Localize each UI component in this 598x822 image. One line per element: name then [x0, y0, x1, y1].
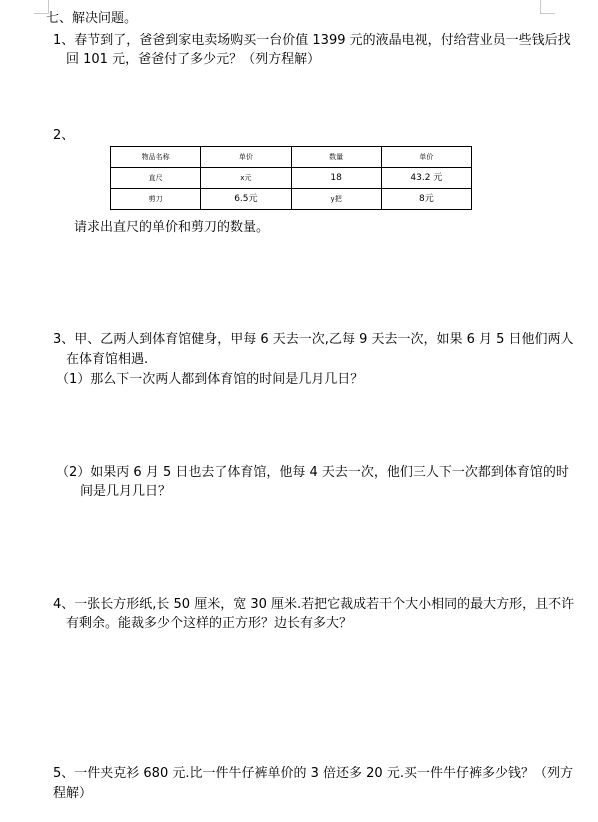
table-cell: y把: [291, 189, 381, 210]
table-cell: 6.5元: [201, 189, 291, 210]
crop-mark-top-right-h: [541, 13, 555, 14]
q1-line2: 回 101 元，爸爸付了多少元？（列方程解）: [66, 52, 321, 67]
q2-prompt: 请求出直尺的单价和剪刀的数量。: [74, 220, 270, 235]
table-header-cell: 物品名称: [111, 147, 201, 168]
section-title: 七、解决问题。: [46, 11, 138, 26]
crop-mark-top-right: [540, 0, 541, 14]
table-cell: 8元: [381, 189, 471, 210]
q3-line2: 在体育馆相遇.: [66, 352, 149, 367]
table-cell: 直尺: [111, 168, 201, 189]
q3-sub2-line1: （2）如果丙 6 月 5 日也去了体育馆，他每 4 天去一次，他们三人下一次都到体育馆的时: [56, 465, 569, 480]
q2-number: 2、: [53, 128, 75, 143]
table-header-cell: 单价: [381, 147, 471, 168]
goods-table: [110, 146, 472, 210]
q4-line1: 4、一张长方形纸,长 50 厘米，宽 30 厘米.若把它裁成若干个大小相同的最大方形，且不许: [53, 597, 575, 612]
q3-sub1: （1）那么下一次两人都到体育馆的时间是几月几日？: [56, 372, 364, 387]
table-header-cell: 单价: [201, 147, 291, 168]
table-header-row: [111, 147, 472, 168]
q3-sub2-line2: 间是几月几日？: [80, 484, 172, 499]
table-row: [111, 189, 472, 210]
q5-line1: 5、一件夹克衫 680 元.比一件牛仔裤单价的 3 倍还多 20 元.买一件牛仔裤多少钱？（列方: [53, 766, 573, 781]
q4-line2: 有剩余。能裁多少个这样的正方形？边长有多大？: [66, 616, 353, 631]
table-cell: 43.2 元: [381, 168, 471, 189]
table-cell: 18: [291, 168, 381, 189]
q5-line2: 程解）: [53, 786, 93, 801]
table-row: [111, 168, 472, 189]
table-header-cell: 数量: [291, 147, 381, 168]
table-cell: x元: [201, 168, 291, 189]
q1-line1: 1、春节到了，爸爸到家电卖场购买一台价值 1399 元的液晶电视，付给营业员一些钱后找: [53, 33, 571, 48]
q3-line1: 3、甲、乙两人到体育馆健身，甲每 6 天去一次,乙每 9 天去一次，如果 6 月 5 日他们两人: [53, 332, 574, 347]
table-cell: 剪刀: [111, 189, 201, 210]
